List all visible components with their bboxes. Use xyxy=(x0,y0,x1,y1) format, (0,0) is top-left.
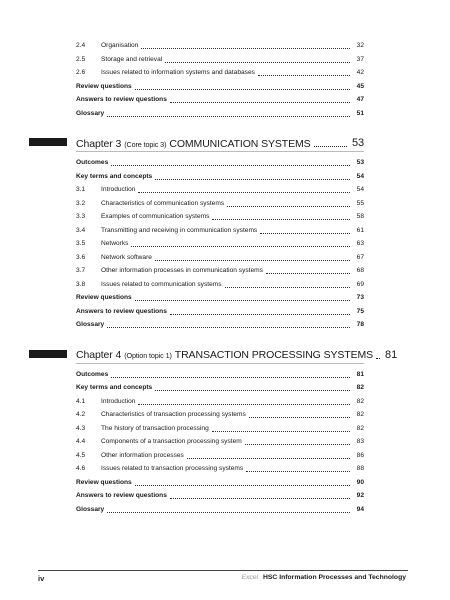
toc-entry-title: Key terms and concepts xyxy=(76,172,153,180)
toc-entry-title: Review questions xyxy=(76,478,132,486)
dot-leader xyxy=(258,70,350,76)
toc-entry[interactable] xyxy=(76,169,364,181)
toc-entry[interactable] xyxy=(76,380,364,392)
dot-leader xyxy=(111,372,350,378)
toc-entry[interactable] xyxy=(76,196,364,208)
dot-leader xyxy=(260,228,350,234)
chapter-heading[interactable] xyxy=(76,133,364,149)
toc-entry[interactable] xyxy=(76,52,364,64)
toc-entry-title: Answers to review questions xyxy=(76,96,167,104)
toc-entry-title: Glossary xyxy=(76,321,105,329)
toc-entry-page: 53 xyxy=(356,159,364,167)
dot-leader xyxy=(266,268,350,274)
toc-entry-page: 54 xyxy=(356,172,364,180)
toc-entry-number: 2.6 xyxy=(76,69,86,77)
toc-entry-title: Storage and retrieval xyxy=(101,55,163,63)
toc-entry[interactable] xyxy=(76,92,364,104)
dot-leader xyxy=(141,43,350,49)
dot-leader xyxy=(225,282,350,288)
toc-entry[interactable] xyxy=(76,434,364,446)
toc-entry-title: Review questions xyxy=(76,82,132,90)
toc-entry-page: 83 xyxy=(356,438,364,446)
dot-leader xyxy=(187,453,350,459)
toc-entry-page: 58 xyxy=(356,213,364,221)
toc-entry-page: 61 xyxy=(356,226,364,234)
toc-entry-page: 73 xyxy=(356,294,364,302)
toc-entry-title: Answers to review questions xyxy=(76,492,167,500)
toc-entry-number: 3.7 xyxy=(76,267,86,275)
dot-leader xyxy=(227,201,350,207)
dot-leader xyxy=(135,480,350,486)
dot-leader xyxy=(170,493,350,499)
toc-entry-number: 2.4 xyxy=(76,42,86,50)
toc-entry[interactable] xyxy=(76,277,364,289)
toc-entry[interactable] xyxy=(76,367,364,379)
chapter-heading[interactable] xyxy=(76,345,398,361)
toc-entry-page: 32 xyxy=(356,42,364,50)
chapter-label: Chapter 4 xyxy=(76,349,122,361)
toc-entry-title: Network software xyxy=(101,253,152,261)
dot-leader xyxy=(107,111,350,117)
toc-entry-page: 45 xyxy=(356,82,364,90)
toc-entry-title: Other information processes xyxy=(101,451,184,459)
toc-entry-title: Transmitting and receiving in communication systems xyxy=(101,226,258,234)
toc-entry-page: 92 xyxy=(356,492,364,500)
toc-entry-page: 51 xyxy=(356,109,364,117)
toc-entry-title: Characteristics of transaction processing systems xyxy=(101,411,246,419)
toc-entry-number: 4.1 xyxy=(76,397,86,405)
footer-book-name: HSC Information Processes and Technology xyxy=(262,574,406,581)
toc-entry-title: Answers to review questions xyxy=(76,307,167,315)
toc-entry-number: 2.5 xyxy=(76,55,86,63)
toc-entry[interactable] xyxy=(76,106,364,118)
dot-leader xyxy=(131,241,350,247)
chapter-title: TRANSACTION PROCESSING SYSTEMS xyxy=(174,349,374,361)
chapter-page-number: 53 xyxy=(351,137,364,149)
dot-leader xyxy=(170,97,350,103)
toc-entry[interactable] xyxy=(76,209,364,221)
toc-entry[interactable] xyxy=(76,461,364,473)
toc-entry-title: Components of a transaction processing system xyxy=(101,438,242,446)
footer-page-number: iv xyxy=(38,574,45,583)
toc-entry-title: Characteristics of communication systems xyxy=(101,199,225,207)
toc-entry[interactable] xyxy=(76,38,364,50)
toc-entry[interactable] xyxy=(76,182,364,194)
dot-leader xyxy=(212,426,350,432)
toc-entry-title: Examples of communication systems xyxy=(101,213,210,221)
dot-leader xyxy=(107,322,350,328)
toc-entry-title: Glossary xyxy=(76,109,105,117)
toc-entry[interactable] xyxy=(76,155,364,167)
toc-entry-title: Issues related to transaction processing systems xyxy=(101,465,244,473)
toc-entry-page: 68 xyxy=(356,267,364,275)
footer-book-title xyxy=(241,574,406,581)
toc-entry-number: 3.4 xyxy=(76,226,86,234)
toc-entry-number: 3.1 xyxy=(76,186,86,194)
toc-entry-page: 82 xyxy=(356,424,364,432)
toc-entry[interactable] xyxy=(76,79,364,91)
dot-leader xyxy=(314,141,347,147)
dot-leader xyxy=(107,507,350,513)
toc-entry-page: 63 xyxy=(356,240,364,248)
toc-entry-number: 4.2 xyxy=(76,411,86,419)
toc-entry[interactable] xyxy=(76,317,364,329)
toc-entry-number: 4.3 xyxy=(76,424,86,432)
toc-entry-title: Outcomes xyxy=(76,370,109,378)
toc-entry-page: 42 xyxy=(356,69,364,77)
dot-leader xyxy=(111,160,350,166)
dot-leader xyxy=(138,187,350,193)
toc-entry-page: 94 xyxy=(356,505,364,513)
dot-leader xyxy=(212,214,350,220)
toc-entry-title: Introduction xyxy=(101,397,136,405)
toc-entry-page: 69 xyxy=(356,280,364,288)
toc-entry[interactable] xyxy=(76,407,364,419)
toc-entry-title: The history of transaction processing xyxy=(101,424,209,432)
toc-entry[interactable] xyxy=(76,250,364,262)
toc-entry-title: Review questions xyxy=(76,294,132,302)
toc-entry-page: 82 xyxy=(356,411,364,419)
toc-entry-title: Other information processes in communication systems xyxy=(101,267,263,275)
toc-entry-page: 55 xyxy=(356,199,364,207)
toc-entry-title: Glossary xyxy=(76,505,105,513)
chapter-bar xyxy=(29,350,67,358)
toc-entry-title: Introduction xyxy=(101,186,136,194)
toc-entry[interactable] xyxy=(76,290,364,302)
toc-entry-number: 3.3 xyxy=(76,213,86,221)
toc-entry-number: 4.4 xyxy=(76,438,86,446)
dot-leader xyxy=(165,57,350,63)
toc-entry-page: 67 xyxy=(356,253,364,261)
toc-entry-page: 78 xyxy=(356,321,364,329)
toc-entry[interactable] xyxy=(76,421,364,433)
toc-entry-page: 47 xyxy=(356,96,364,104)
toc-entry-page: 88 xyxy=(356,465,364,473)
toc-entry[interactable] xyxy=(76,475,364,487)
toc-entry-number: 3.2 xyxy=(76,199,86,207)
toc-entry-page: 90 xyxy=(356,478,364,486)
toc-entry-page: 82 xyxy=(356,384,364,392)
dot-leader xyxy=(170,309,350,315)
toc-entry[interactable] xyxy=(76,488,364,500)
toc-entry-page: 54 xyxy=(356,186,364,194)
toc-entry[interactable] xyxy=(76,263,364,275)
dot-leader xyxy=(138,399,350,405)
toc-entry-title: Outcomes xyxy=(76,159,109,167)
chapter-divider xyxy=(76,363,364,364)
toc-entry[interactable] xyxy=(76,236,364,248)
chapter-topic: (Option topic 1) xyxy=(124,351,172,361)
toc-entry[interactable] xyxy=(76,304,364,316)
dot-leader xyxy=(155,255,350,261)
toc-entry[interactable] xyxy=(76,448,364,460)
toc-entry-number: 3.5 xyxy=(76,240,86,248)
dot-leader xyxy=(246,466,350,472)
toc-entry-page: 81 xyxy=(356,370,364,378)
toc-entry-page: 37 xyxy=(356,55,364,63)
toc-entry[interactable] xyxy=(76,65,364,77)
toc-entry-title: Issues related to information systems and databases xyxy=(101,69,255,77)
dot-leader xyxy=(135,295,350,301)
chapter-page-number: 81 xyxy=(385,348,398,361)
toc-entry-title: Organisation xyxy=(101,42,139,50)
chapter-label: Chapter 3 xyxy=(76,137,122,150)
toc-entry-title: Networks xyxy=(101,240,129,248)
dot-leader xyxy=(135,84,350,90)
chapter-bar xyxy=(29,138,67,146)
dot-leader xyxy=(155,174,350,180)
dot-leader xyxy=(245,439,350,445)
footer-brand: Excel xyxy=(241,574,259,581)
dot-leader xyxy=(376,353,380,359)
toc-entry-page: 86 xyxy=(356,451,364,459)
dot-leader xyxy=(155,385,350,391)
chapter-topic: (Core topic 3) xyxy=(124,139,167,149)
dot-leader xyxy=(249,412,350,418)
toc-entry-number: 3.8 xyxy=(76,280,86,288)
toc-entry[interactable] xyxy=(76,394,364,406)
toc-entry-number: 4.6 xyxy=(76,465,86,473)
toc-entry-title: Issues related to communication systems xyxy=(101,280,222,288)
toc-entry[interactable] xyxy=(76,502,364,514)
toc-entry-page: 82 xyxy=(356,397,364,405)
toc-entry-number: 4.5 xyxy=(76,451,86,459)
toc-entry-title: Key terms and concepts xyxy=(76,384,153,392)
chapter-title: COMMUNICATION SYSTEMS xyxy=(169,137,311,150)
chapter-divider xyxy=(76,151,364,152)
footer-rule xyxy=(38,570,408,571)
toc-entry-number: 3.6 xyxy=(76,253,86,261)
toc-entry-page: 75 xyxy=(356,307,364,315)
toc-entry[interactable] xyxy=(76,223,364,235)
